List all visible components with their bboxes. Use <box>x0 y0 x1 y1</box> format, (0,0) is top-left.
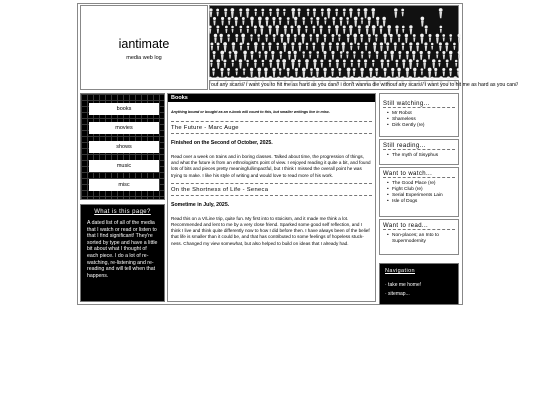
section-intro: Anything bound or bought as an e-book will count to this, but smaller writings live in misc. <box>171 110 330 114</box>
main-content[interactable] <box>167 93 376 302</box>
want-to-read-box <box>379 219 459 255</box>
list-item: • Shameless <box>392 117 456 123</box>
still-watching-title: Still watching... <box>383 101 430 107</box>
post-date: Finished on the Second of October, 2025. <box>171 140 273 146</box>
nav-books-button[interactable]: books <box>89 103 159 115</box>
list-item: • Isle of Dogs <box>392 199 456 205</box>
still-reading-list <box>380 150 458 159</box>
about-panel <box>80 204 165 302</box>
banner-image <box>209 5 459 78</box>
post-body: Read this on a V/Line trip, quite fun. My first into to stoicism, and it made me think a lot. Recommended and lent to me by a very close friend. Sparked some good self reflection, and I think I live and think quite differently now to how I did before then. I have always been of the belief that life is smaller than it could be, and that has contributed to some feelings of hopeless stuck-ness. Changed my view somewhat, but also helped to build on ideas that I already had. <box>171 215 370 246</box>
list-item: • Mr Robot <box>392 111 456 117</box>
nav-shows-button[interactable]: shows <box>89 141 159 153</box>
list-item: • Non-places; an Into to Supermodernity <box>392 233 456 245</box>
about-title: What is this page? <box>94 209 151 215</box>
site-logo-box[interactable] <box>80 5 208 90</box>
navigation-title: Navigation <box>385 268 415 274</box>
site-subtitle: media web log <box>126 55 162 61</box>
want-to-read-list <box>380 230 458 245</box>
list-item: • Dirk Gently (re) <box>392 123 456 129</box>
sitemap-link[interactable]: · sitemap... <box>385 291 410 297</box>
post-date: Sometime in July, 2025. <box>171 201 230 208</box>
site-title: iantimate <box>118 37 170 51</box>
banner-crowd-graphic <box>210 6 460 79</box>
still-watching-box <box>379 93 459 137</box>
list-item: • The myth of Sisyphus <box>392 153 456 159</box>
home-link[interactable]: · take me home! <box>385 282 422 288</box>
marquee-text: out any scars// i want you to hit me as hard as you can// i don't wanna die without any scars// i want you to hit me as hard as you can// <box>211 82 518 88</box>
post-title: On the Shortness of Life - Seneca <box>171 186 269 193</box>
section-header: Books <box>168 94 375 102</box>
list-item: • The Good Place (re) <box>392 181 456 187</box>
still-reading-box <box>379 139 459 165</box>
want-to-watch-box <box>379 167 459 217</box>
post-title: The Future - Marc Auge <box>171 125 239 131</box>
want-to-read-title: Want to read... <box>383 223 429 229</box>
about-text: A dated list of all of the media that I watch or read or listen to that I find significant! They're sorted by type and have a little bit about what I thought of each piece. I do a lot of re-watching, re-listening and re-reading and will tell when that happens. <box>87 220 158 279</box>
post-body: Read over a week on trains and in boring classes. Talked about time, the progression of things, and what the future is from an ethnologist's point of view. I enjoyed reading it quite a bit, and found lots of bits and pieces pretty meaningful/impactful, but I think I missed the overall point he was trying to make. I like his style of writing and would love to read more of his work. <box>171 154 371 178</box>
list-item: • Serial Experiments Lain <box>392 193 456 199</box>
marquee-ticker <box>209 80 518 90</box>
list-item: • Fight Club (re) <box>392 187 456 193</box>
category-nav <box>80 93 165 200</box>
nav-music-button[interactable]: music <box>89 160 159 172</box>
still-watching-list <box>380 108 458 129</box>
still-reading-title: Still reading... <box>383 143 426 149</box>
want-to-watch-list <box>380 178 458 205</box>
navigation-box <box>379 263 459 305</box>
nav-misc-button[interactable]: misc <box>89 179 159 191</box>
nav-movies-button[interactable]: movies <box>89 122 159 134</box>
want-to-watch-title: Want to watch... <box>383 171 433 177</box>
